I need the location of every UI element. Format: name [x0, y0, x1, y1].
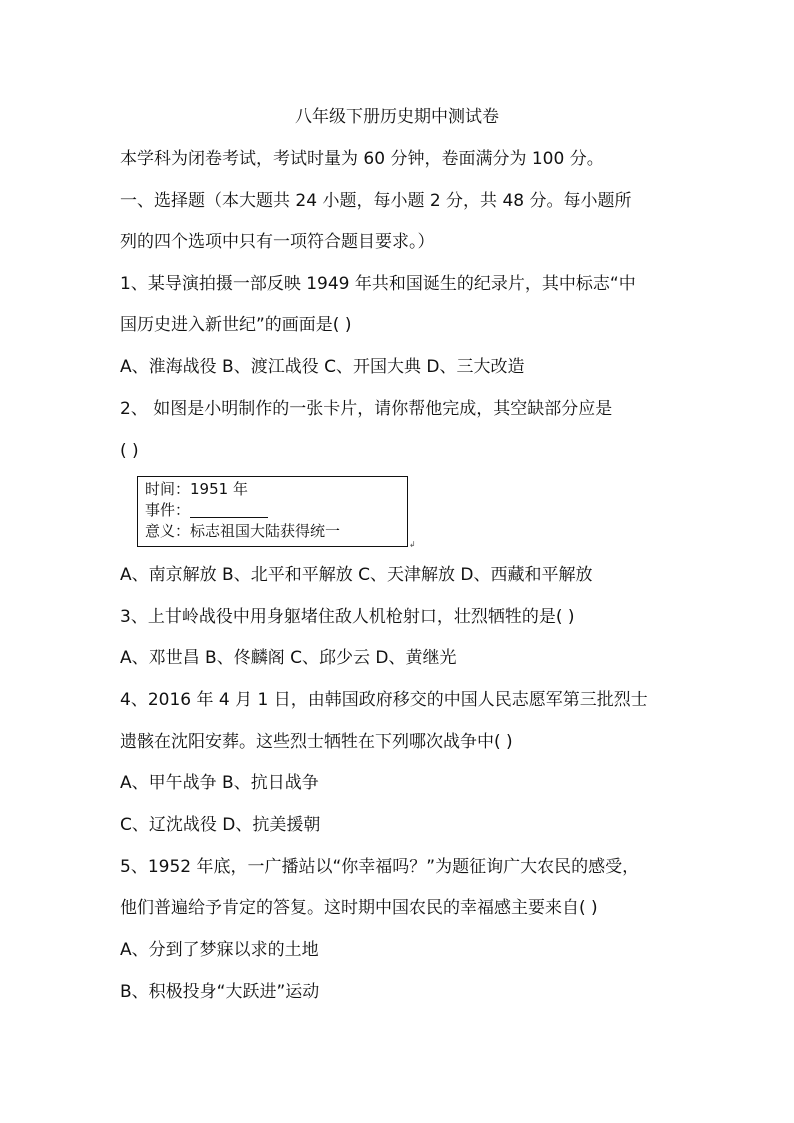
q5-option-b: B、积极投身“大跃进”运动	[120, 982, 320, 1002]
exam-intro: 本学科为闭卷考试，考试时量为 60 分钟，卷面满分为 100 分。	[120, 149, 604, 169]
q2-stem-line1: 2、 如图是小明制作的一张卡片，请你帮他完成，其空缺部分应是	[120, 399, 613, 419]
q2-options: A、南京解放 B、北平和平解放 C、天津解放 D、西藏和平解放	[120, 565, 593, 585]
q4-stem-line1: 4、2016 年 4 月 1 日，由韩国政府移交的中国人民志愿军第三批烈士	[120, 690, 648, 710]
q1-options: A、淮海战役 B、渡江战役 C、开国大典 D、三大改造	[120, 357, 525, 377]
page-title: 八年级下册历史期中测试卷	[295, 107, 499, 127]
q5-stem-line2: 他们普遍给予肯定的答复。这时期中国农民的幸福感主要来自( )	[120, 898, 598, 918]
section1-heading-line1: 一、选择题（本大题共 24 小题，每小题 2 分，共 48 分。每小题所	[120, 191, 632, 211]
q5-stem-line1: 5、1952 年底，一广播站以“你幸福吗？”为题征询广大农民的感受，	[120, 857, 640, 877]
q2-stem-line2: ( )	[120, 441, 139, 461]
q4-options-line2: C、辽沈战役 D、抗美援朝	[120, 815, 321, 835]
q3-stem: 3、上甘岭战役中用身躯堵住敌人机枪射口，壮烈牺牲的是( )	[120, 607, 575, 627]
card-event-label: 事件：	[145, 501, 191, 519]
section1-heading-line2: 列的四个选项中只有一项符合题目要求。）	[120, 232, 435, 252]
q2-info-card	[137, 476, 408, 547]
q4-options-line1: A、甲午战争 B、抗日战争	[120, 773, 319, 793]
card-event	[145, 500, 268, 520]
q3-options: A、邓世昌 B、佟麟阁 C、邱少云 D、黄继光	[120, 648, 457, 668]
card-meaning: 意义：标志祖国大陆获得统一	[145, 522, 341, 540]
paragraph-mark: ↲	[409, 540, 416, 549]
card-time: 时间：1951 年	[145, 480, 248, 498]
q1-stem-line1: 1、某导演拍摄一部反映 1949 年共和国诞生的纪录片，其中标志“中	[120, 274, 636, 294]
q4-stem-line2: 遗骸在沈阳安葬。这些烈士牺牲在下列哪次战争中( )	[120, 732, 513, 752]
card-event-blank	[190, 503, 268, 518]
q1-stem-line2: 国历史进入新世纪”的画面是( )	[120, 315, 352, 335]
q5-option-a: A、分到了梦寐以求的土地	[120, 940, 319, 960]
